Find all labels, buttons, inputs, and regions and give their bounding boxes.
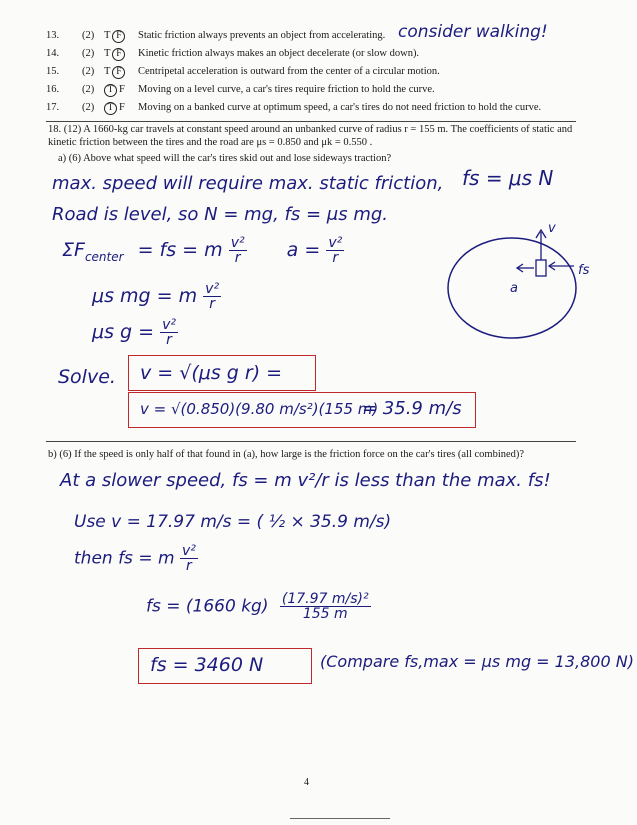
tf-number: 14.: [46, 48, 60, 59]
hw-result-expr: v = √(0.850)(9.80 m/s²)(155 m): [140, 400, 379, 418]
radius-r-2: r: [332, 250, 339, 266]
radius-r-3: r: [209, 296, 215, 312]
hw-b-line1: At a slower speed, fs = m v²/r is less than the max. fs!: [60, 470, 551, 491]
v2-over-r-fraction-2: [203, 282, 221, 311]
tf-points: (2): [82, 84, 95, 95]
circular-motion-diagram: [440, 212, 600, 342]
tf-true: T: [104, 30, 111, 41]
v-squared-4: v²: [162, 317, 176, 333]
center-subscript: center: [84, 249, 124, 264]
hw-solve-eq: v = √(μs g r) =: [140, 362, 283, 384]
problem-18-part-b: b) (6) If the speed is only half of that found in (a), how large is the friction force on the car's tires (all combined)?: [48, 449, 525, 460]
radius-r: r: [234, 250, 241, 266]
v2-over-r-fraction-3: [160, 318, 178, 347]
radius-155m: 155 m: [302, 606, 348, 622]
hw-b-answer: fs = 3460 N: [150, 654, 264, 676]
tf-false: F: [119, 102, 125, 113]
tf-number: 17.: [46, 102, 60, 113]
tf-statement: Moving on a level curve, a car's tires require friction to hold the curve.: [138, 84, 435, 95]
hw-b-line3: [74, 544, 198, 573]
tf-row: [46, 30, 385, 43]
v-squared-2: v²: [328, 235, 343, 251]
v-squared-5: v²: [181, 543, 196, 559]
fs-mass-eq: fs = (1660 kg): [146, 596, 269, 617]
tf-number: 16.: [46, 84, 60, 95]
tf-row: [46, 48, 419, 61]
hw-solve-label: Solve.: [58, 366, 116, 388]
v-squared-3: v²: [205, 281, 220, 297]
hw-b-line2: Use v = 17.97 m/s = ( ½ × 35.9 m/s): [74, 512, 392, 532]
tf-points: (2): [82, 66, 95, 77]
tf-true: T: [104, 102, 117, 115]
hw-b-line4: [146, 592, 371, 621]
tf-number: 13.: [46, 30, 60, 41]
tf-row: [46, 102, 541, 115]
diagram-v-label: v: [548, 221, 556, 236]
speed-squared: (17.97 m/s)²: [281, 591, 369, 607]
problem-18-part-a: a) (6) Above what speed will the car's tires skid out and lose sideways traction?: [58, 153, 392, 164]
tf-choice: [104, 102, 134, 115]
radius-r-5: r: [186, 558, 192, 574]
section-divider-2: [46, 441, 576, 442]
tf-choice: [104, 30, 134, 43]
car-box: [536, 260, 546, 276]
diagram-a-label: a: [510, 281, 518, 296]
tf-statement: Static friction always prevents an object from accelerating.: [138, 30, 386, 41]
tf-true: T: [104, 84, 117, 97]
sum-force-eq: = fs = m: [137, 239, 223, 261]
tf-choice: [104, 48, 134, 61]
hw-a-line3: [62, 236, 344, 265]
tf-statement: Centripetal acceleration is outward from the center of a circular motion.: [138, 66, 440, 77]
tf-row: [46, 66, 440, 79]
hw-a-line2: Road is level, so N = mg, fs = μs mg.: [52, 204, 389, 225]
v2-over-r-fraction: [229, 236, 247, 265]
mu-g-eq: μs g =: [92, 321, 155, 343]
mu-mg-eq: μs mg = m: [92, 285, 198, 307]
accel-eq: a =: [286, 239, 321, 261]
v2-over-r-fraction-4: [180, 544, 198, 573]
then-fs-eq: then fs = m: [74, 548, 175, 569]
tf-true: T: [104, 66, 111, 77]
hw-a-line1b: fs = μs N: [462, 166, 554, 190]
accel-fraction: [326, 236, 344, 265]
tf-row: [46, 84, 435, 97]
tf-choice: [104, 84, 134, 97]
tf-false: F: [112, 30, 125, 43]
hw-result-value: = 35.9 m/s: [362, 398, 462, 419]
tf-statement: Kinetic friction always makes an object decelerate (or slow down).: [138, 48, 420, 59]
radius-r-4: r: [166, 332, 172, 348]
tf-statement: Moving on a banked curve at optimum speed, a car's tires do not need friction to hold the curve.: [138, 102, 542, 113]
tf-points: (2): [82, 102, 95, 113]
page-number: 4: [304, 777, 309, 788]
tf-true: T: [104, 48, 111, 59]
section-divider: [46, 121, 576, 122]
hw-a-line4: [92, 282, 221, 311]
annotation-consider-walking: consider walking!: [398, 22, 548, 42]
tf-points: (2): [82, 48, 95, 59]
problem-18-statement: 18. (12) A 1660-kg car travels at constant speed around an unbanked curve of radius r = 155 m. The coefficients of static and kinetic friction between the tires and the road are μs = 0.850 and μk = 0.550 .: [48, 124, 573, 148]
v-squared: v²: [230, 235, 245, 251]
sum-force-symbol: ΣF: [62, 239, 85, 261]
footer-line: [290, 818, 390, 819]
hw-a-line5: [92, 318, 178, 347]
tf-false: F: [112, 66, 125, 79]
tf-choice: [104, 66, 134, 79]
tf-false: F: [119, 84, 125, 95]
tf-number: 15.: [46, 66, 60, 77]
diagram-fs-label: fs: [578, 263, 590, 278]
speed-over-radius-fraction: [280, 592, 371, 621]
hw-a-line1: max. speed will require max. static friction,: [52, 173, 444, 194]
hw-b-compare: (Compare fs,max = μs mg = 13,800 N): [320, 652, 634, 671]
tf-false: F: [112, 48, 125, 61]
tf-points: (2): [82, 30, 95, 41]
